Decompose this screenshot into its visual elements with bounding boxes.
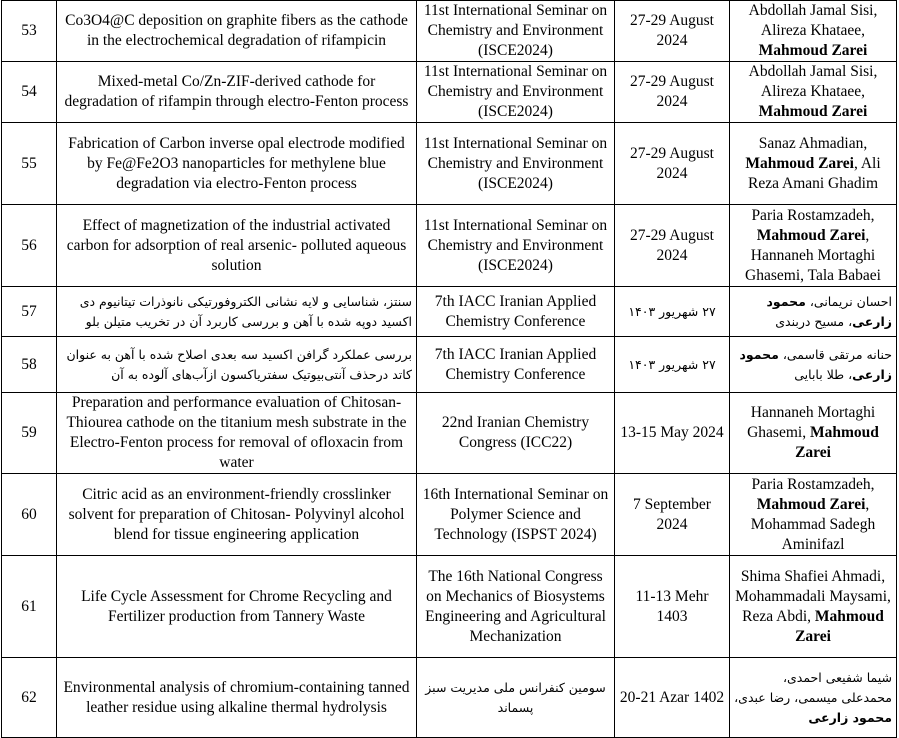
authors-text: Shima Shafiei Ahmadi, Mohammadali Maysami, Reza Abdi,: [735, 567, 891, 625]
highlighted-author: Mahmoud Zarei: [756, 226, 866, 244]
highlighted-author: Mahmoud Zarei: [756, 495, 866, 513]
paper-title: Environmental analysis of chromium-containing tanned leather residue using alkaline thermal hydrolysis: [57, 658, 417, 738]
conference-name: 16th International Seminar on Polymer Science and Technology (ISPST 2024): [417, 474, 615, 556]
authors-text: شیما شفیعی احمدی، محمدعلی میسمی، رضا عبدی،: [734, 669, 892, 705]
highlighted-author: محمود زارعی: [766, 293, 892, 329]
event-date: ۲۷ شهریور ۱۴۰۳: [615, 337, 730, 393]
highlighted-author: Mahmoud Zarei: [758, 42, 868, 59]
authors-text: Abdollah Jamal Sisi, Alireza Khataee,: [748, 2, 878, 39]
highlighted-author: Mahmoud Zarei: [745, 154, 854, 172]
authors-text: Abdollah Jamal Sisi, Alireza Khataee,: [748, 63, 878, 100]
conference-name: The 16th National Congress on Mechanics of Biosystems Engineering and Agricultural Mechanization: [417, 556, 615, 658]
highlighted-author: Mahmoud Zarei: [795, 607, 884, 645]
conference-name: 22nd Iranian Chemistry Congress (ICC22): [417, 393, 615, 474]
row-number: 60: [2, 474, 57, 556]
row-number: 55: [2, 123, 57, 205]
paper-title: Co3O4@C deposition on graphite fibers as the cathode in the electrochemical degradation of rifampicin: [57, 1, 417, 62]
conference-name: 11st International Seminar on Chemistry and Environment (ISCE2024): [417, 1, 615, 62]
event-date: 13-15 May 2024: [615, 393, 730, 474]
table-row: [2, 205, 897, 287]
table-row: [2, 123, 897, 205]
table-row: [2, 393, 897, 474]
authors: [730, 123, 897, 205]
event-date: 11-13 Mehr 1403: [615, 556, 730, 658]
authors-text: Sanaz Ahmadian,: [758, 134, 868, 152]
conference-name: سومین کنفرانس ملی مدیریت سبز پسماند: [417, 658, 615, 738]
authors-text-after: , Hannaneh Mortaghi Ghasemi, Tala Babaei: [745, 226, 881, 284]
authors: [730, 205, 897, 287]
row-number: 62: [2, 658, 57, 738]
table-row: [2, 287, 897, 337]
table-row: [2, 337, 897, 393]
table-row: [2, 556, 897, 658]
paper-title: بررسی عملکرد گرافن اکسید سه بعدی اصلاح شده با آهن به عنوان کاتد درحذف آنتی‌بیوتیک سفتریاکسون ازآب‌های آلوده به آن: [57, 337, 417, 393]
event-date: 27-29 August 2024: [615, 205, 730, 287]
authors-text: احسان نریمانی،: [809, 293, 892, 309]
authors-text: Paria Rostamzadeh,: [751, 206, 875, 224]
authors-text: Hannaneh Mortaghi Ghasemi,: [747, 404, 876, 441]
authors: [730, 337, 897, 393]
table-row: [2, 474, 897, 556]
paper-title: Mixed-metal Co/Zn-ZIF-derived cathode for degradation of rifampin through electro-Fenton process: [57, 62, 417, 123]
row-number: 56: [2, 205, 57, 287]
highlighted-author: محمود زارعی: [739, 346, 892, 382]
highlighted-author: Mahmoud Zarei: [795, 424, 879, 461]
event-date: 7 September 2024: [615, 474, 730, 556]
conference-name: 7th IACC Iranian Applied Chemistry Conference: [417, 287, 615, 337]
authors: [730, 556, 897, 658]
authors-text-after: ، مسیح دربندی: [775, 313, 853, 329]
authors: [730, 1, 897, 62]
table-row: [2, 1, 897, 62]
row-number: 59: [2, 393, 57, 474]
highlighted-author: محمود زارعی: [808, 709, 892, 725]
event-date: ۲۷ شهریور ۱۴۰۳: [615, 287, 730, 337]
event-date: 27-29 August 2024: [615, 1, 730, 62]
event-date: 27-29 August 2024: [615, 62, 730, 123]
table-row: [2, 62, 897, 123]
paper-title: Effect of magnetization of the industrial activated carbon for adsorption of real arsenic- polluted aqueous solution: [57, 205, 417, 287]
authors: [730, 287, 897, 337]
authors: [730, 658, 897, 738]
authors-text-after: , Ali Reza Amani Ghadim: [748, 154, 881, 192]
row-number: 53: [2, 1, 57, 62]
row-number: 61: [2, 556, 57, 658]
paper-title: سنتز، شناسایی و لایه نشانی الکتروفورتیکی نانوذرات تیتانیوم دی اکسید دوپه شده با آهن و بررسی کاربرد آن در تخریب متیلن بلو: [57, 287, 417, 337]
conference-name: 11st International Seminar on Chemistry and Environment (ISCE2024): [417, 123, 615, 205]
row-number: 57: [2, 287, 57, 337]
paper-title: Fabrication of Carbon inverse opal electrode modified by Fe@Fe2O3 nanoparticles for methylene blue degradation via electro-Fenton process: [57, 123, 417, 205]
authors: [730, 393, 897, 474]
table-row: [2, 658, 897, 738]
conference-name: 11st International Seminar on Chemistry and Environment (ISCE2024): [417, 62, 615, 123]
conference-name: 11st International Seminar on Chemistry and Environment (ISCE2024): [417, 205, 615, 287]
authors-text: حنانه مرتقی قاسمی،: [782, 346, 892, 362]
conference-name: 7th IACC Iranian Applied Chemistry Conference: [417, 337, 615, 393]
paper-title: Life Cycle Assessment for Chrome Recycling and Fertilizer production from Tannery Waste: [57, 556, 417, 658]
authors-text: Paria Rostamzadeh,: [751, 475, 875, 493]
paper-title: Citric acid as an environment-friendly crosslinker solvent for preparation of Chitosan- Polyvinyl alcohol blend for tissue engineering application: [57, 474, 417, 556]
authors: [730, 474, 897, 556]
event-date: 20-21 Azar 1402: [615, 658, 730, 738]
row-number: 58: [2, 337, 57, 393]
row-number: 54: [2, 62, 57, 123]
paper-title: Preparation and performance evaluation of Chitosan-Thiourea cathode on the titanium mesh substrate in the Electro-Fenton process for removal of ofloxacin from water: [57, 393, 417, 474]
highlighted-author: Mahmoud Zarei: [758, 103, 868, 120]
authors: [730, 62, 897, 123]
publications-table: [1, 0, 897, 738]
authors-text-after: ، طلا بابایی: [794, 366, 853, 382]
event-date: 27-29 August 2024: [615, 123, 730, 205]
authors-text-after: , Mohammad Sadegh Aminifazl: [750, 495, 876, 553]
